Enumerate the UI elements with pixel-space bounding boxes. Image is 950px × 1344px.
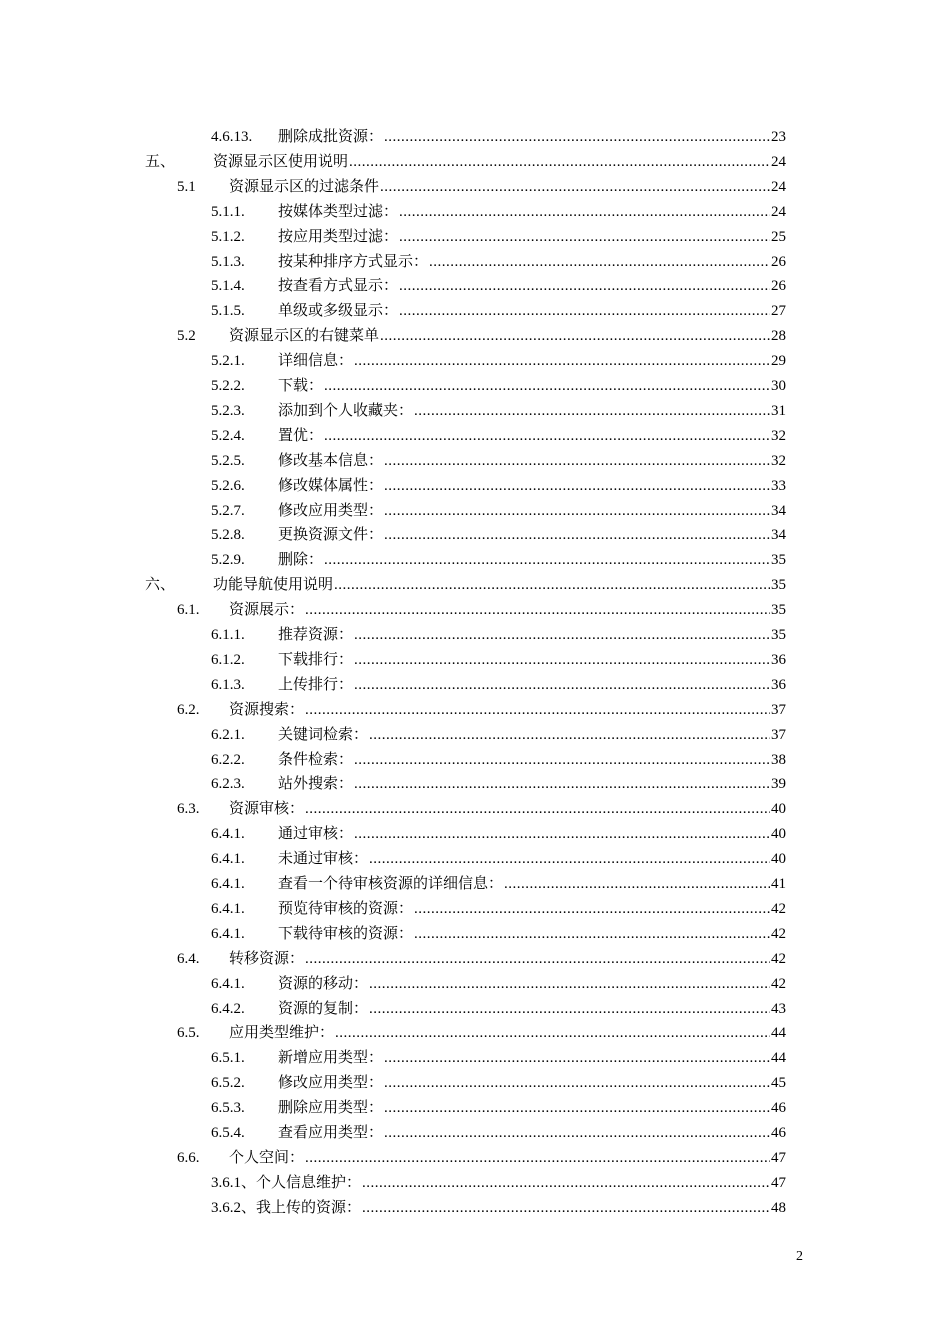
toc-entry-body xyxy=(278,1121,786,1145)
toc-entry[interactable] xyxy=(0,822,950,846)
toc-entry-number: 5.2 xyxy=(177,328,196,345)
toc-entry-page: 47 xyxy=(771,1174,786,1191)
toc-entry-number: 5.1.5. xyxy=(211,303,245,320)
toc-entry[interactable] xyxy=(0,474,950,498)
toc-entry[interactable] xyxy=(0,1171,950,1195)
toc-entry-title: 下载： xyxy=(278,378,324,394)
toc-entry-body xyxy=(278,673,786,697)
toc-dot-leader xyxy=(399,274,770,298)
toc-entry-number: 6.2. xyxy=(177,701,200,718)
toc-entry[interactable] xyxy=(0,150,950,174)
toc-entry-body xyxy=(278,200,786,224)
toc-entry[interactable] xyxy=(0,449,950,473)
toc-entry[interactable] xyxy=(0,1046,950,1070)
toc-entry-page: 24 xyxy=(771,203,786,220)
toc-entry-number: 6.2.1. xyxy=(211,726,245,743)
toc-entry[interactable] xyxy=(0,1096,950,1120)
toc-dot-leader xyxy=(354,623,770,647)
toc-entry-title: 推荐资源： xyxy=(278,627,354,643)
toc-entry-title: 按媒体类型过滤： xyxy=(278,203,399,220)
toc-entry-body xyxy=(278,349,786,373)
toc-entry[interactable] xyxy=(0,299,950,323)
toc-entry[interactable] xyxy=(0,324,950,348)
toc-entry-page: 37 xyxy=(771,726,786,743)
toc-entry-title: 资源显示区使用说明 xyxy=(213,153,349,170)
toc-dot-leader xyxy=(362,1196,770,1220)
toc-entry-page: 35 xyxy=(771,552,786,569)
toc-entry-title: 通过审核： xyxy=(278,826,354,843)
toc-entry[interactable] xyxy=(0,598,950,622)
toc-entry-page: 35 xyxy=(771,602,786,619)
toc-entry-page: 30 xyxy=(771,378,786,394)
toc-dot-leader xyxy=(429,250,770,274)
toc-entry-page: 23 xyxy=(771,129,786,145)
toc-entry-body xyxy=(229,175,786,199)
toc-dot-leader xyxy=(354,648,770,672)
toc-entry-page: 35 xyxy=(771,577,786,594)
toc-entry-title: 修改媒体属性： xyxy=(278,477,384,494)
toc-entry[interactable] xyxy=(0,274,950,298)
toc-entry-number: 6.1.3. xyxy=(211,676,245,693)
toc-entry-title: 修改基本信息： xyxy=(278,452,384,469)
toc-entry-body xyxy=(278,548,786,572)
toc-entry[interactable] xyxy=(0,648,950,672)
toc-entry-body xyxy=(229,324,786,348)
toc-entry-number: 六、 xyxy=(145,577,176,594)
toc-entry-page: 39 xyxy=(771,776,786,793)
toc-entry-page: 42 xyxy=(771,950,786,967)
toc-entry-body xyxy=(278,847,786,871)
toc-entry-number: 6.1.1. xyxy=(211,627,245,643)
toc-entry-number: 6.5.1. xyxy=(211,1050,245,1067)
toc-entry-title: 转移资源： xyxy=(229,950,305,967)
toc-entry[interactable] xyxy=(0,797,950,821)
toc-entry-page: 32 xyxy=(771,427,786,444)
toc-entry-body xyxy=(278,399,786,423)
toc-dot-leader xyxy=(369,997,770,1021)
toc-dot-leader xyxy=(384,499,770,523)
toc-entry-title: 删除应用类型： xyxy=(278,1100,384,1117)
toc-entry-body xyxy=(278,299,786,323)
toc-entry-body xyxy=(278,1071,786,1095)
toc-entry-title: 按某种排序方式显示： xyxy=(278,253,429,270)
toc-entry[interactable] xyxy=(0,175,950,199)
toc-entry[interactable] xyxy=(0,1121,950,1145)
toc-entry-title: 修改应用类型： xyxy=(278,502,384,519)
toc-entry[interactable] xyxy=(0,523,950,547)
toc-entry-title: 资源搜索： xyxy=(229,701,305,718)
toc-entry-page: 40 xyxy=(771,801,786,818)
toc-dot-leader xyxy=(414,922,770,946)
toc-entry-page: 32 xyxy=(771,452,786,469)
toc-dot-leader xyxy=(384,523,770,547)
toc-entry-number: 6.4.1. xyxy=(211,826,245,843)
toc-entry[interactable] xyxy=(0,772,950,796)
toc-dot-leader xyxy=(369,723,770,747)
toc-dot-leader xyxy=(414,399,770,423)
toc-entry-page: 38 xyxy=(771,751,786,768)
toc-dot-leader xyxy=(369,972,770,996)
toc-entry-number: 5.1.4. xyxy=(211,278,245,295)
toc-entry-number: 6.5.4. xyxy=(211,1125,245,1141)
toc-entry-number: 6.5. xyxy=(177,1025,200,1042)
toc-entry-body xyxy=(211,1196,786,1220)
toc-entry-body xyxy=(229,1146,786,1170)
toc-entry-page: 40 xyxy=(771,826,786,843)
toc-entry-title: 资源展示： xyxy=(229,602,305,619)
toc-entry-number: 5.2.4. xyxy=(211,427,245,444)
toc-entry-body xyxy=(278,748,786,772)
toc-entry-number: 6.5.3. xyxy=(211,1100,245,1117)
toc-entry-page: 43 xyxy=(771,1000,786,1017)
toc-dot-leader xyxy=(354,673,770,697)
toc-entry-title: 上传排行： xyxy=(278,676,354,693)
toc-entry-page: 28 xyxy=(771,328,786,345)
toc-entry[interactable] xyxy=(0,748,950,772)
toc-entry-page: 34 xyxy=(771,527,786,544)
toc-entry-page: 37 xyxy=(771,701,786,718)
toc-entry-page: 40 xyxy=(771,851,786,868)
toc-entry-title: 下载待审核的资源： xyxy=(278,925,414,942)
toc-entry-body xyxy=(229,698,786,722)
toc-entry-body xyxy=(278,250,786,274)
toc-entry-number: 5.1.2. xyxy=(211,228,245,245)
toc-entry-title: 应用类型维护： xyxy=(229,1025,335,1042)
toc-entry-number: 5.2.3. xyxy=(211,402,245,419)
toc-entry-title: 站外搜索： xyxy=(278,776,354,793)
toc-entry-title: 按查看方式显示： xyxy=(278,278,399,295)
toc-entry-page: 29 xyxy=(771,353,786,370)
toc-entry-title: 详细信息： xyxy=(278,353,354,370)
toc-entry-title: 资源显示区的右键菜单 xyxy=(229,328,380,345)
toc-entry-body xyxy=(278,424,786,448)
toc-entry[interactable] xyxy=(0,972,950,996)
toc-entry-page: 36 xyxy=(771,676,786,693)
toc-entry-number: 6.5.2. xyxy=(211,1075,245,1092)
toc-entry-number: 6.1.2. xyxy=(211,651,245,668)
toc-entry-number: 6.4.1. xyxy=(211,851,245,868)
toc-dot-leader xyxy=(384,1096,770,1120)
toc-entry-number: 6.4. xyxy=(177,950,200,967)
toc-entry-number: 6.1. xyxy=(177,602,200,619)
toc-dot-leader xyxy=(399,299,770,323)
toc-entry-number: 5.2.5. xyxy=(211,452,245,469)
toc-entry-number: 6.4.1. xyxy=(211,900,245,917)
toc-dot-leader xyxy=(399,200,770,224)
toc-entry-page: 45 xyxy=(771,1075,786,1092)
toc-entry-title: 3.6.2、我上传的资源： xyxy=(211,1199,362,1216)
toc-dot-leader xyxy=(354,349,770,373)
toc-entry[interactable] xyxy=(0,125,950,149)
toc-entry-title: 下载排行： xyxy=(278,651,354,668)
toc-entry-title: 资源的移动： xyxy=(278,975,369,992)
toc-dot-leader xyxy=(384,125,770,149)
toc-entry-page: 42 xyxy=(771,975,786,992)
toc-entry-body xyxy=(229,598,786,622)
toc-entry-body xyxy=(278,822,786,846)
toc-entry-page: 27 xyxy=(771,303,786,320)
toc-entry[interactable] xyxy=(0,374,950,398)
toc-entry[interactable] xyxy=(0,673,950,697)
toc-entry[interactable] xyxy=(0,225,950,249)
toc-entry-body xyxy=(278,449,786,473)
toc-entry-body xyxy=(278,499,786,523)
toc-entry[interactable] xyxy=(0,548,950,572)
toc-entry-body xyxy=(278,997,786,1021)
toc-entry-body xyxy=(213,573,786,597)
toc-entry-title: 查看一个待审核资源的详细信息： xyxy=(278,876,504,892)
toc-dot-leader xyxy=(414,897,770,921)
toc-entry[interactable] xyxy=(0,424,950,448)
toc-dot-leader xyxy=(305,797,770,821)
toc-entry-body xyxy=(278,897,786,921)
toc-entry-title: 资源审核： xyxy=(229,801,305,818)
toc-entry-number: 5.1.3. xyxy=(211,253,245,270)
toc-dot-leader xyxy=(399,225,770,249)
toc-entry-number: 5.2.6. xyxy=(211,477,245,494)
toc-dot-leader xyxy=(324,548,770,572)
toc-entry[interactable] xyxy=(0,349,950,373)
toc-entry-page: 34 xyxy=(771,502,786,519)
toc-entry-title: 条件检索： xyxy=(278,751,354,768)
toc-entry[interactable] xyxy=(0,922,950,946)
toc-dot-leader xyxy=(324,424,770,448)
toc-entry[interactable] xyxy=(0,872,950,896)
toc-entry-number: 5.1 xyxy=(177,178,196,195)
toc-entry-title: 关键词检索： xyxy=(278,726,369,743)
toc-entry-body xyxy=(278,125,786,149)
toc-entry-number: 5.2.1. xyxy=(211,353,245,370)
toc-entry-page: 35 xyxy=(771,627,786,643)
toc-entry-body xyxy=(229,947,786,971)
toc-entry-page: 46 xyxy=(771,1100,786,1117)
toc-entry-number: 6.6. xyxy=(177,1149,200,1166)
toc-entry-number: 五、 xyxy=(145,153,176,170)
toc-entry[interactable] xyxy=(0,1146,950,1170)
toc-entry-page: 31 xyxy=(771,402,786,419)
toc-entry-body xyxy=(278,1046,786,1070)
toc-entry-body xyxy=(278,474,786,498)
toc-dot-leader xyxy=(335,1021,770,1045)
toc-entry-page: 47 xyxy=(771,1149,786,1166)
toc-entry-page: 42 xyxy=(771,925,786,942)
toc-entry-body xyxy=(278,225,786,249)
toc-entry[interactable] xyxy=(0,399,950,423)
toc-entry-page: 44 xyxy=(771,1050,786,1067)
toc-entry-body xyxy=(213,150,786,174)
toc-entry-body xyxy=(229,797,786,821)
toc-entry-number: 6.4.1. xyxy=(211,975,245,992)
toc-entry[interactable] xyxy=(0,997,950,1021)
toc-entry-page: 46 xyxy=(771,1125,786,1141)
toc-entry-number: 6.2.3. xyxy=(211,776,245,793)
toc-entry[interactable] xyxy=(0,847,950,871)
toc-dot-leader xyxy=(384,449,770,473)
toc-entry-body xyxy=(229,1021,786,1045)
toc-entry-number: 5.2.2. xyxy=(211,378,245,394)
toc-entry-title: 按应用类型过滤： xyxy=(278,228,399,245)
toc-entry-body xyxy=(211,1171,786,1195)
toc-entry-body xyxy=(278,623,786,647)
toc-entry-title: 更换资源文件： xyxy=(278,527,384,544)
toc-entry[interactable] xyxy=(0,723,950,747)
toc-entry-page: 33 xyxy=(771,477,786,494)
toc-entry-number: 5.2.8. xyxy=(211,527,245,544)
toc-entry-title: 资源显示区的过滤条件 xyxy=(229,178,380,195)
toc-entry-title: 查看应用类型： xyxy=(278,1125,384,1141)
toc-entry[interactable] xyxy=(0,623,950,647)
toc-dot-leader xyxy=(305,598,770,622)
toc-entry-body xyxy=(278,872,786,896)
toc-entry-body xyxy=(278,972,786,996)
toc-entry[interactable] xyxy=(0,200,950,224)
toc-entry-page: 48 xyxy=(771,1199,786,1216)
toc-dot-leader xyxy=(384,474,770,498)
toc-entry-title: 单级或多级显示： xyxy=(278,303,399,320)
toc-entry-page: 26 xyxy=(771,253,786,270)
toc-entry-number: 6.4.1. xyxy=(211,876,245,892)
toc-entry-body xyxy=(278,1096,786,1120)
toc-dot-leader xyxy=(305,947,770,971)
toc-entry-page: 26 xyxy=(771,278,786,295)
toc-entry[interactable] xyxy=(0,499,950,523)
toc-entry-title: 资源的复制： xyxy=(278,1000,369,1017)
toc-entry-number: 4.6.13. xyxy=(211,129,253,145)
toc-entry[interactable] xyxy=(0,947,950,971)
toc-entry-page: 41 xyxy=(771,876,786,892)
toc-entry-page: 25 xyxy=(771,228,786,245)
toc-entry-title: 修改应用类型： xyxy=(278,1075,384,1092)
toc-dot-leader xyxy=(369,847,770,871)
toc-entry-number: 5.2.9. xyxy=(211,552,245,569)
toc-entry-number: 6.3. xyxy=(177,801,200,818)
toc-dot-leader xyxy=(384,1046,770,1070)
toc-entry-page: 24 xyxy=(771,178,786,195)
toc-entry-title: 功能导航使用说明 xyxy=(213,577,334,594)
toc-entry-body xyxy=(278,523,786,547)
toc-entry-body xyxy=(278,772,786,796)
toc-dot-leader xyxy=(354,822,770,846)
toc-dot-leader xyxy=(380,175,770,199)
toc-entry-number: 5.1.1. xyxy=(211,203,245,220)
toc-dot-leader xyxy=(324,374,770,398)
toc-entry-number: 6.2.2. xyxy=(211,751,245,768)
toc-entry-number: 6.4.1. xyxy=(211,925,245,942)
toc-dot-leader xyxy=(384,1071,770,1095)
toc-dot-leader xyxy=(334,573,770,597)
toc-entry-body xyxy=(278,374,786,398)
toc-entry[interactable] xyxy=(0,573,950,597)
toc-entry[interactable] xyxy=(0,1071,950,1095)
toc-entry-number: 6.4.2. xyxy=(211,1000,245,1017)
toc-entry-title: 置优： xyxy=(278,427,324,444)
toc-dot-leader xyxy=(362,1171,770,1195)
toc-entry-title: 个人空间： xyxy=(229,1149,305,1166)
toc-dot-leader xyxy=(349,150,770,174)
toc-entry-body xyxy=(278,648,786,672)
toc-entry-title: 删除： xyxy=(278,552,324,569)
toc-entry-body xyxy=(278,274,786,298)
page-number: 2 xyxy=(796,1249,803,1264)
toc-entry-title: 预览待审核的资源： xyxy=(278,900,414,917)
toc-dot-leader xyxy=(305,698,770,722)
toc-dot-leader xyxy=(305,1146,770,1170)
toc-entry-title: 新增应用类型： xyxy=(278,1050,384,1067)
toc-entry-title: 未通过审核： xyxy=(278,851,369,868)
toc-entry-body xyxy=(278,723,786,747)
toc-entry-page: 24 xyxy=(771,153,786,170)
toc-entry-page: 44 xyxy=(771,1025,786,1042)
toc-entry[interactable] xyxy=(0,1196,950,1220)
toc-dot-leader xyxy=(354,748,770,772)
toc-dot-leader xyxy=(380,324,770,348)
toc-entry-page: 42 xyxy=(771,900,786,917)
toc-entry[interactable] xyxy=(0,698,950,722)
toc-dot-leader xyxy=(384,1121,770,1145)
toc-entry[interactable] xyxy=(0,897,950,921)
toc-entry-title: 添加到个人收藏夹： xyxy=(278,402,414,419)
toc-entry-body xyxy=(278,922,786,946)
toc-entry[interactable] xyxy=(0,250,950,274)
toc-entry[interactable] xyxy=(0,1021,950,1045)
toc-dot-leader xyxy=(504,872,770,896)
toc-entry-number: 5.2.7. xyxy=(211,502,245,519)
toc-dot-leader xyxy=(354,772,770,796)
toc-entry-page: 36 xyxy=(771,651,786,668)
toc-entry-title: 3.6.1、个人信息维护： xyxy=(211,1174,362,1191)
toc-entry-title: 删除成批资源： xyxy=(278,129,384,145)
